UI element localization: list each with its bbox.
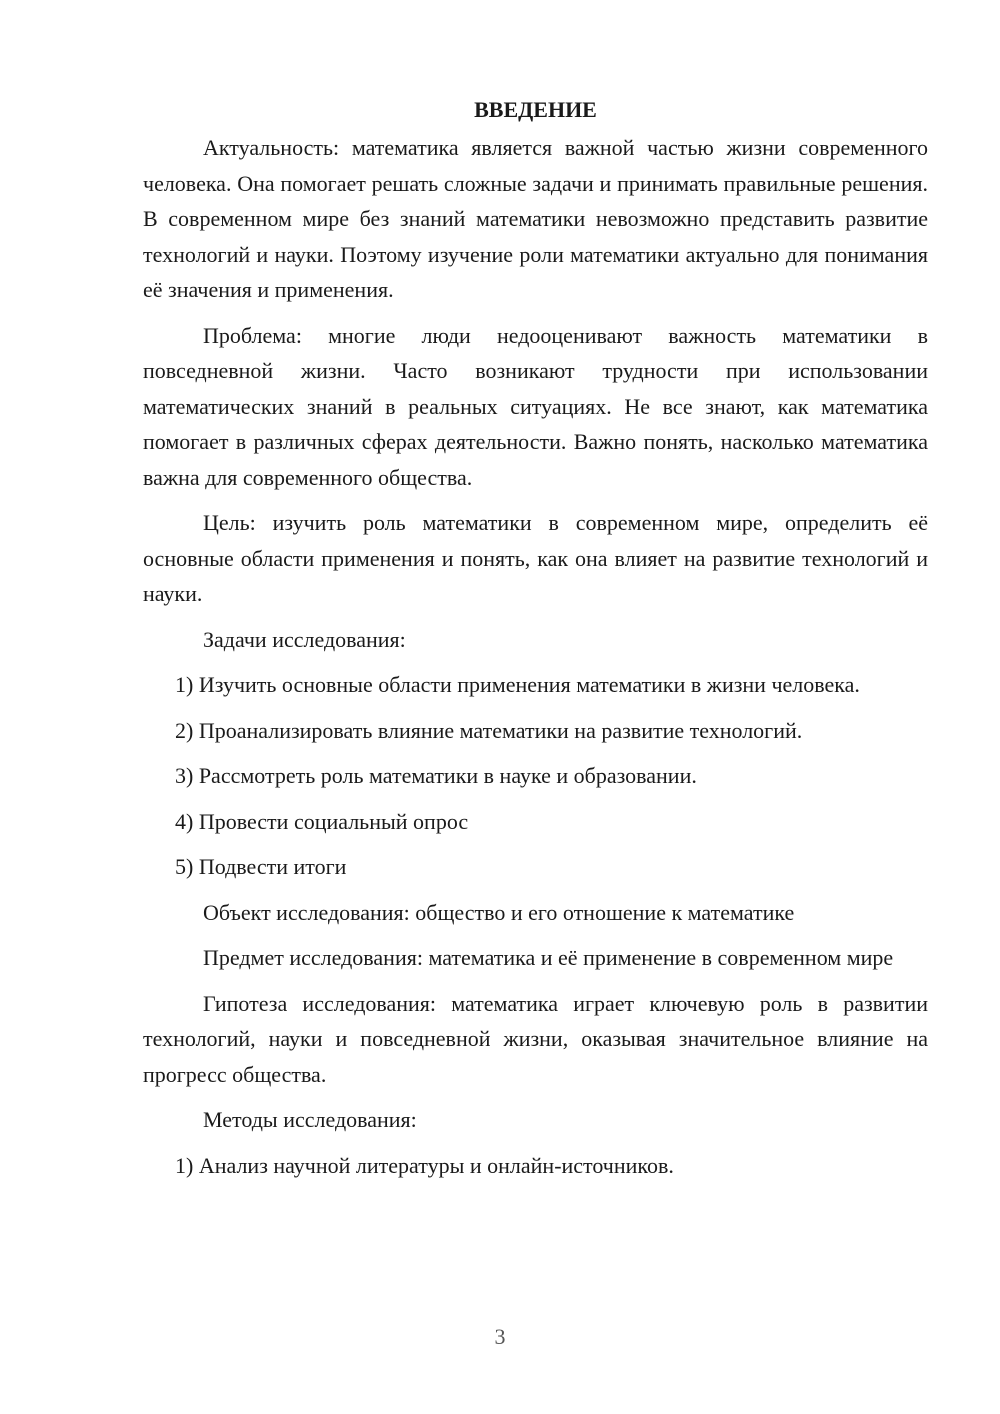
- task-item: 1) Изучить основные области применения математики в жизни человека.: [175, 672, 860, 697]
- task-item: 4) Провести социальный опрос: [175, 808, 469, 834]
- page-content: [143, 92, 928, 1193]
- hypothesis-paragraph: Гипотеза исследования: математика играет ключевую роль в развитии технологий, науки и повседневной жизни, оказывая значительное влияние на прогресс общества.: [143, 990, 928, 1087]
- task-item: 2) Проанализировать влияние математики на развитие технологий.: [175, 717, 803, 743]
- relevance-paragraph: Актуальность: математика является важной частью жизни современного человека. Она помогает решать сложные задачи и принимать правильные решения. В современном мире без знаний математики невозможно представить развитие технологий и науки. Поэтому изучение роли математики актуально для понимания её значения и применения.: [143, 135, 928, 302]
- methods-heading: Методы исследования:: [203, 1107, 417, 1132]
- method-item: 1) Анализ научной литературы и онлайн-источников.: [175, 1152, 674, 1178]
- page-number: 3: [494, 1324, 506, 1349]
- object-paragraph: Объект исследования: общество и его отношение к математике: [203, 899, 795, 925]
- problem-paragraph: Проблема: многие люди недооценивают важность математики в повседневной жизни. Часто возникают трудности при использовании математических знаний в реальных ситуациях. Не все знают, как математика помогает в различных сферах деятельности. Важно понять, насколько математика важна для современного общества.: [143, 322, 928, 490]
- task-item: 3) Рассмотреть роль математики в науке и образовании.: [175, 763, 697, 788]
- task-item: 5) Подвести итоги: [175, 854, 347, 879]
- page-title: ВВЕДЕНИЕ: [474, 97, 597, 122]
- tasks-heading: Задачи исследования:: [203, 626, 406, 652]
- subject-paragraph: Предмет исследования: математика и её применение в современном мире: [203, 945, 894, 970]
- goal-paragraph: Цель: изучить роль математики в современном мире, определить её основные области применения и понять, как она влияет на развитие технологий и науки.: [143, 510, 928, 606]
